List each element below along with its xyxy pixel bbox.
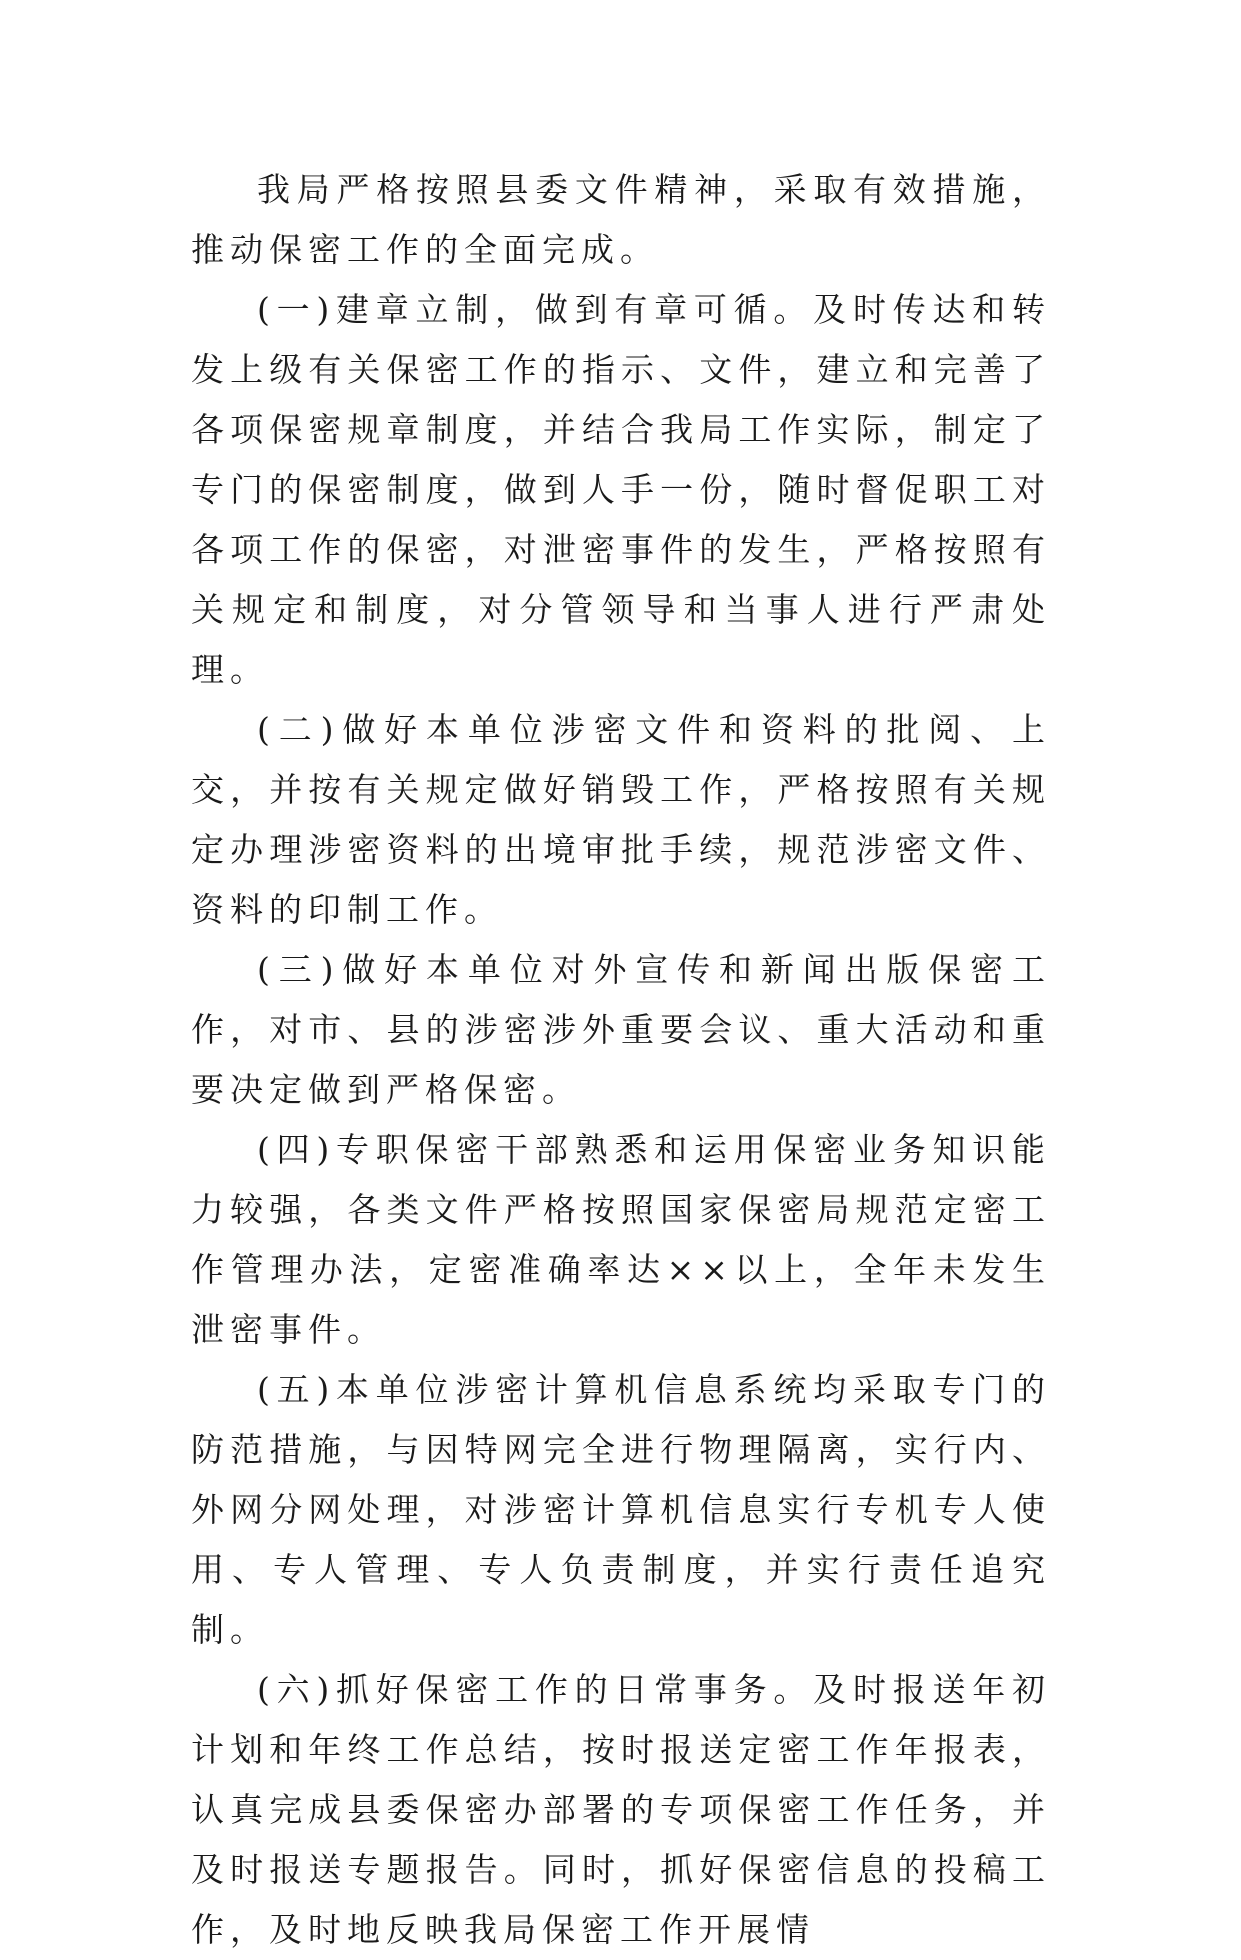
- paragraph-item-5: (五)本单位涉密计算机信息系统均采取专门的防范措施，与因特网完全进行物理隔离，实行内、外网分网处理，对涉密计算机信息实行专机专人使用、专人管理、专人负责制度，并实行责任追究制。: [191, 1370, 1051, 1649]
- paragraph-intro: 我局严格按照县委文件精神，采取有效措施，推动保密工作的全面完成。: [191, 170, 1051, 269]
- document-body: [191, 160, 1051, 1960]
- paragraph-item-1: (一)建章立制，做到有章可循。及时传达和转发上级有关保密工作的指示、文件，建立和完善了各项保密规章制度，并结合我局工作实际，制定了专门的保密制度，做到人手一份，随时督促职工对各项工作的保密，对泄密事件的发生，严格按照有关规定和制度，对分管领导和当事人进行严肃处理。: [191, 290, 1051, 689]
- paragraph-item-3: (三)做好本单位对外宣传和新闻出版保密工作，对市、县的涉密涉外重要会议、重大活动和重要决定做到严格保密。: [191, 950, 1051, 1109]
- paragraph-item-2: (二)做好本单位涉密文件和资料的批阅、上交，并按有关规定做好销毁工作，严格按照有关规定办理涉密资料的出境审批手续，规范涉密文件、资料的印制工作。: [191, 710, 1051, 929]
- paragraph-item-4: (四)专职保密干部熟悉和运用保密业务知识能力较强，各类文件严格按照国家保密局规范定密工作管理办法，定密准确率达××以上，全年未发生泄密事件。: [191, 1130, 1051, 1349]
- paragraph-item-6: (六)抓好保密工作的日常事务。及时报送年初计划和年终工作总结，按时报送定密工作年报表，认真完成县委保密办部署的专项保密工作任务，并及时报送专题报告。同时，抓好保密信息的投稿工作，及时地反映我局保密工作开展情: [191, 1670, 1051, 1949]
